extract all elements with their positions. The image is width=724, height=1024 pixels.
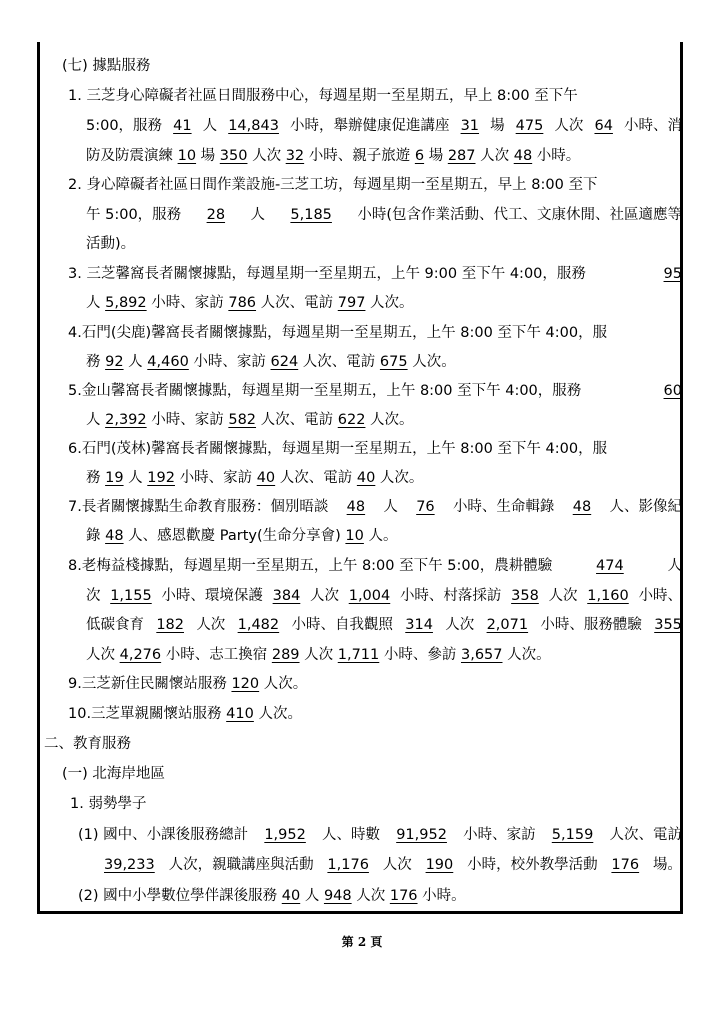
figure: 1,482 — [237, 617, 280, 633]
figure: 410 — [226, 706, 254, 722]
figure: 60 — [663, 383, 682, 399]
figure: 4,460 — [147, 354, 189, 370]
figure: 4,276 — [119, 647, 162, 663]
figure: 10 — [345, 528, 364, 544]
figure: 1,160 — [587, 588, 629, 604]
page-number: 第 2 頁 — [341, 935, 383, 949]
figure: 786 — [228, 295, 257, 311]
edu-item-2: (2) 國中小學數位學伴課後服務 40 人 948 人次 176 小時。 — [78, 888, 466, 904]
figure: 182 — [156, 617, 184, 633]
figure: 32 — [285, 148, 305, 164]
item-4-line-1: 4.石門(尖鹿)馨窩長者關懷據點，每週星期一至星期五，上午 8:00 至下午 4:00，服 — [68, 325, 608, 341]
item-2-line-1: 2. 身心障礙者社區日間作業設施-三芝工坊，每週星期一至星期五，早上 8:00 至下 — [68, 177, 598, 193]
item-7-line-1: 7.長者關懷據點生命教育服務：個別晤談 48 人 76 小時、生命輯錄 48 人、影像紀 — [68, 499, 682, 515]
figure: 6 — [414, 148, 425, 164]
figure: 350 — [219, 148, 248, 164]
figure: 358 — [511, 588, 539, 604]
figure: 475 — [515, 118, 544, 134]
item-6-line-1: 6.石門(茂林)馨窩長者關懷據點，每週星期一至星期五，上午 8:00 至下午 4:00，服 — [68, 441, 608, 457]
figure: 355 — [654, 617, 682, 633]
item-5-line-1: 5.金山馨窩長者關懷據點，每週星期一至星期五，上午 8:00 至下午 4:00，服務 60 — [68, 383, 682, 399]
figure: 92 — [105, 354, 124, 370]
figure: 64 — [594, 118, 613, 134]
section-7-heading: (七) 據點服務 — [62, 58, 151, 74]
figure: 48 — [105, 528, 124, 544]
figure: 675 — [379, 354, 408, 370]
figure: 2,392 — [105, 412, 147, 428]
edu-item-1-line-2: 39,233 人次，親職講座與活動 1,176 人次 190 小時，校外教學活動 176 場。 — [104, 857, 682, 873]
figure: 1,004 — [348, 588, 391, 604]
figure: 39,233 — [104, 857, 155, 873]
figure: 797 — [337, 295, 366, 311]
figure: 40 — [256, 470, 276, 486]
figure: 28 — [206, 207, 226, 223]
figure: 176 — [611, 857, 640, 873]
item-9: 9.三芝新住民關懷站服務 120 人次。 — [68, 676, 308, 692]
figure: 91,952 — [396, 827, 447, 843]
figure: 76 — [416, 499, 435, 515]
figure: 1,155 — [110, 588, 152, 604]
figure: 190 — [425, 857, 454, 873]
figure: 48 — [513, 148, 533, 164]
figure: 19 — [105, 470, 124, 486]
figure: 1,176 — [327, 857, 369, 873]
item-1-line-2: 5:00，服務 41 人 14,843 小時，舉辦健康促進講座 31 場 475 人次 64 小時、消 — [86, 118, 682, 134]
figure: 474 — [596, 558, 624, 574]
item-2-line-2: 午 5:00，服務 28 人 5,185 小時(包含作業活動、代工、文康休閒、社區適應等 — [86, 207, 682, 223]
item-4-line-2: 務 92 人 4,460 小時、家訪 624 人次、電訪 675 人次。 — [86, 354, 456, 370]
figure: 48 — [346, 499, 366, 515]
figure: 287 — [447, 148, 476, 164]
figure: 48 — [572, 499, 592, 515]
figure: 582 — [228, 412, 257, 428]
item-8-line-2: 次 1,155 小時、環境保護 384 人次 1,004 小時、村落採訪 358 人次 1,160 小時、 — [86, 588, 682, 604]
item-5-line-2: 人 2,392 小時、家訪 582 人次、電訪 622 人次。 — [86, 412, 414, 428]
figure: 624 — [270, 354, 299, 370]
figure: 2,071 — [486, 617, 529, 633]
figure: 5,892 — [105, 295, 147, 311]
item-1-line-3: 防及防震演練 10 場 350 人次 32 小時、親子旅遊 6 場 287 人次 48 小時。 — [86, 148, 581, 164]
figure: 176 — [389, 888, 418, 904]
figure: 384 — [272, 588, 301, 604]
item-6-line-2: 務 19 人 192 小時、家訪 40 人次、電訪 40 人次。 — [86, 470, 424, 486]
figure: 40 — [281, 888, 301, 904]
item-8-line-4: 人次 4,276 小時、志工換宿 289 人次 1,711 小時、參訪 3,657 人次。 — [86, 647, 551, 663]
figure: 31 — [460, 118, 480, 134]
figure: 1,711 — [337, 647, 380, 663]
sub-section-heading: (一) 北海岸地區 — [62, 766, 165, 782]
item-3-line-2: 人 5,892 小時、家訪 786 人次、電訪 797 人次。 — [86, 295, 414, 311]
figure: 1,952 — [264, 827, 306, 843]
item-3-line-1: 3. 三芝馨窩長者關懷據點，每週星期一至星期五，上午 9:00 至下午 4:00，服務 95 — [68, 266, 682, 282]
figure: 5,159 — [551, 827, 594, 843]
item-8-line-1: 8.老梅益棧據點，每週星期一至星期五，上午 8:00 至下午 5:00，農耕體驗 474 人 — [68, 558, 682, 574]
figure: 948 — [323, 888, 352, 904]
item-7-line-2: 錄 48 人、感恩歡慶 Party(生命分享會) 10 人。 — [86, 528, 398, 544]
figure: 40 — [356, 470, 376, 486]
item-2-line-3: 活動)。 — [86, 236, 136, 252]
figure: 314 — [405, 617, 433, 633]
figure: 192 — [147, 470, 175, 486]
section-2-heading: 二、教育服務 — [44, 736, 131, 752]
figure: 95 — [663, 266, 682, 282]
figure: 622 — [337, 412, 366, 428]
item-8-line-3: 低碳食育 182 人次 1,482 小時、自我觀照 314 人次 2,071 小時、服務體驗 355 — [86, 617, 682, 633]
figure: 10 — [177, 148, 197, 164]
figure: 14,843 — [228, 118, 279, 134]
item-10: 10.三芝單親關懷站服務 410 人次。 — [68, 706, 302, 722]
item-1-line-1: 1. 三芝身心障礙者社區日間服務中心，每週星期一至星期五，早上 8:00 至下午 — [68, 88, 578, 104]
figure: 289 — [271, 647, 300, 663]
figure: 5,185 — [290, 207, 332, 223]
sub-item-heading: 1. 弱勢學子 — [70, 796, 147, 812]
figure: 3,657 — [460, 647, 503, 663]
edu-item-1-line-1: (1) 國中、小課後服務總計 1,952 人、時數 91,952 小時、家訪 5,159 人次、電訪 — [78, 827, 682, 843]
figure: 120 — [231, 676, 260, 692]
figure: 41 — [173, 118, 192, 134]
